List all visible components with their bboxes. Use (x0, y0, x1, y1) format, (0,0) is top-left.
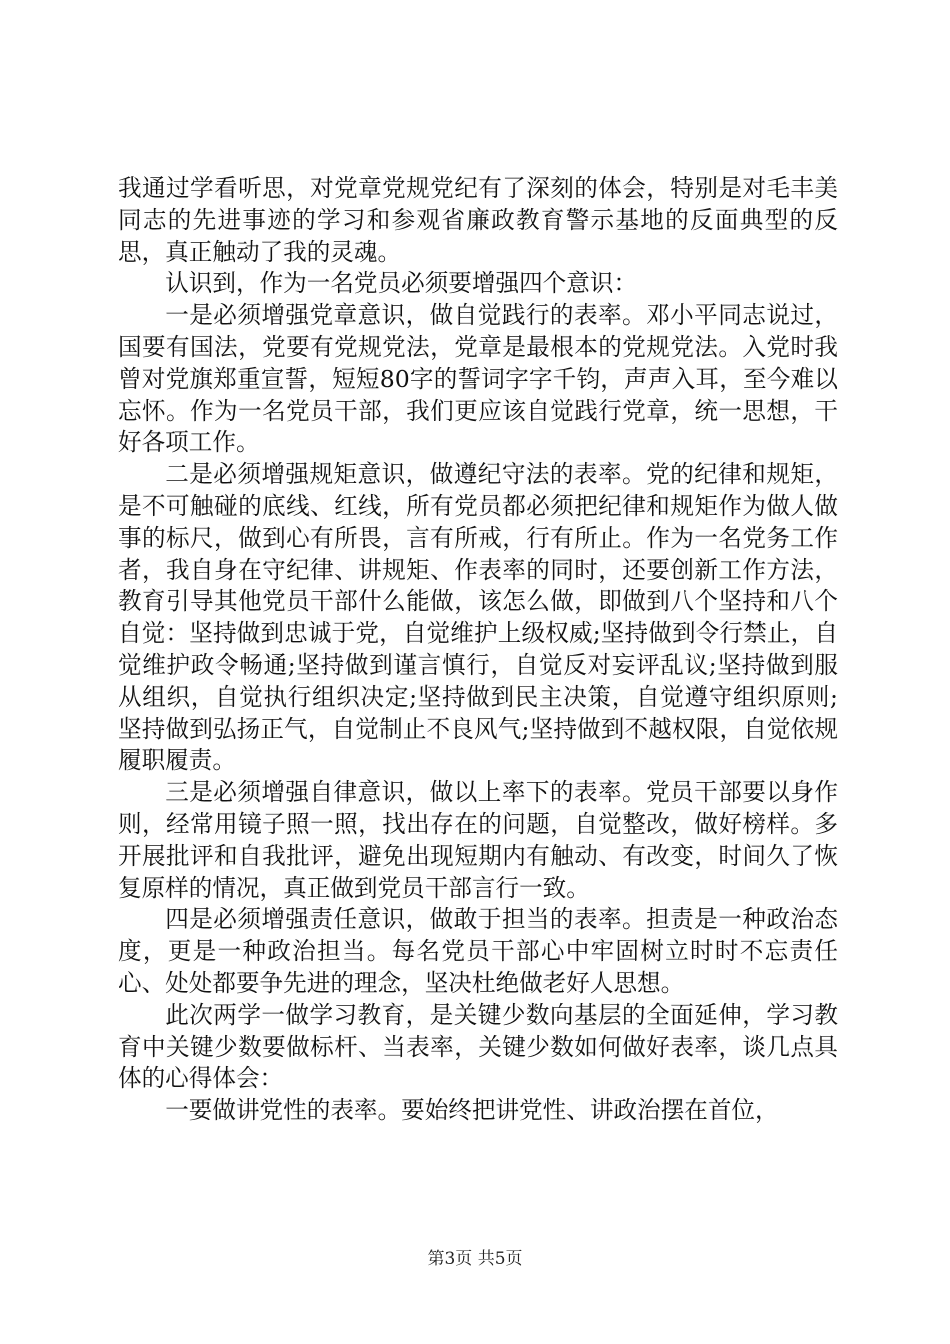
paragraph-3: 一是必须增强党章意识，做自觉践行的表率。邓小平同志说过，国要有国法，党要有党规党法，党章是最根本的党规党法。入党时我曾对党旗郑重宣誓，短短80字的誓词字字千钧，声声入耳，至今难以忘怀。作为一名党员干部，我们更应该自觉践行党章，统一思想，干好各项工作。 (118, 301, 838, 457)
paragraph-7: 此次两学一做学习教育，是关键少数向基层的全面延伸，学习教育中关键少数要做标杆、当表率，关键少数如何做好表率，谈几点具体的心得体会： (118, 1000, 838, 1093)
paragraph-1: 我通过学看听思，对党章党规党纪有了深刻的体会，特别是对毛丰美同志的先进事迹的学习和参观省廉政教育警示基地的反面典型的反思，真正触动了我的灵魂。 (118, 174, 838, 266)
page-number-footer: 第3页 共5页 (427, 1249, 523, 1269)
paragraph-2: 认识到，作为一名党员必须要增强四个意识： (165, 269, 638, 298)
document-body (118, 173, 838, 1127)
paragraph-8: 一要做讲党性的表率。要始终把讲党性、讲政治摆在首位， (165, 1096, 779, 1125)
paragraph-6: 四是必须增强责任意识，做敢于担当的表率。担责是一种政治态度，更是一种政治担当。每名党员干部心中牢固树立时时不忘责任心、处处都要争先进的理念，坚决杜绝做老好人思想。 (118, 905, 838, 997)
paragraph-4: 二是必须增强规矩意识，做遵纪守法的表率。党的纪律和规矩，是不可触碰的底线、红线，所有党员都必须把纪律和规矩作为做人做事的标尺，做到心有所畏，言有所戒，行有所止。作为一名党务工作者，我自身在守纪律、讲规矩、作表率的同时，还要创新工作方法，教育引导其他党员干部什么能做，该怎么做，即做到八个坚持和八个自觉：坚持做到忠诚于党，自觉维护上级权威;坚持做到令行禁止，自觉维护政令畅通;坚持做到谨言慎行，自觉反对妄评乱议;坚持做到服从组织，自觉执行组织决定;坚持做到民主决策，自觉遵守组织原则;坚持做到弘扬正气，自觉制止不良风气;坚持做到不越权限，自觉依规履职履责。 (118, 460, 838, 775)
paragraph-5: 三是必须增强自律意识，做以上率下的表率。党员干部要以身作则，经常用镜子照一照，找出存在的问题，自觉整改，做好榜样。多开展批评和自我批评，避免出现短期内有触动、有改变，时间久了恢复原样的情况，真正做到党员干部言行一致。 (118, 778, 838, 902)
